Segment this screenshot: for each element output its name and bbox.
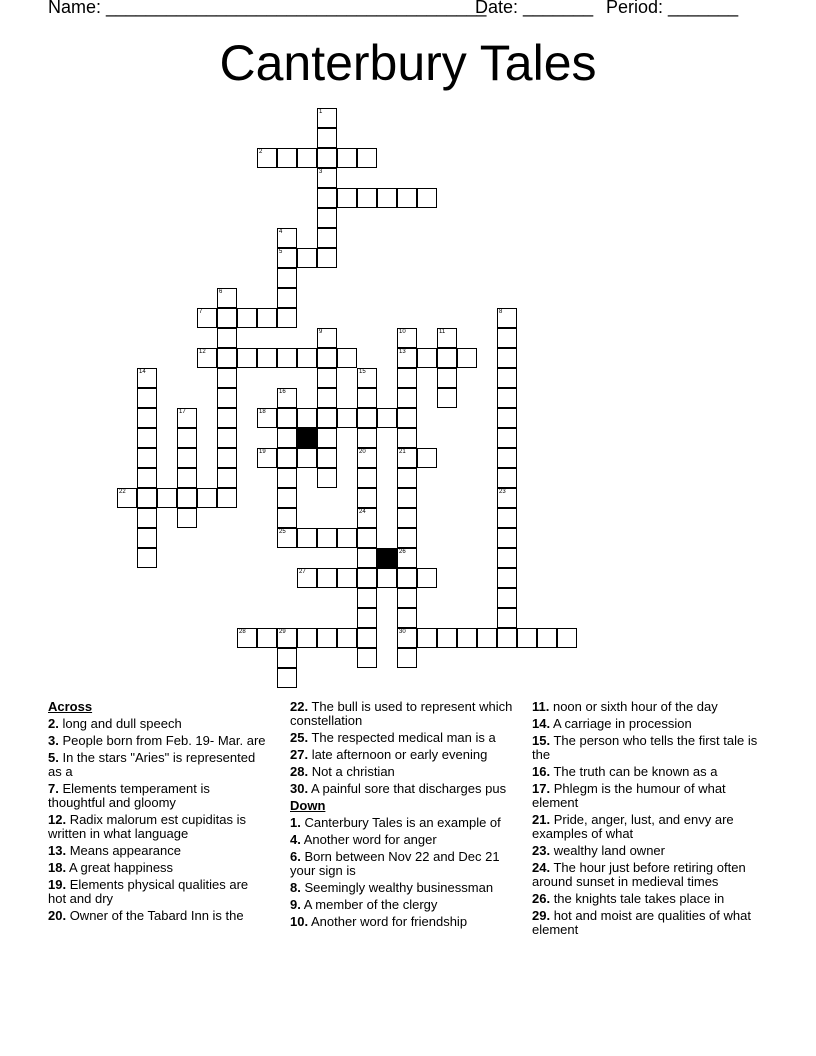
grid-cell[interactable] xyxy=(197,308,217,328)
grid-cell[interactable] xyxy=(317,248,337,268)
clues-column-3 xyxy=(532,700,772,940)
clue-number: 12. xyxy=(48,812,67,827)
clue-item xyxy=(48,734,268,748)
grid-cell[interactable] xyxy=(277,248,297,268)
grid-cell[interactable] xyxy=(277,448,297,468)
clue-item xyxy=(48,782,268,810)
across-heading: Across xyxy=(48,699,93,714)
grid-cell[interactable] xyxy=(397,348,417,368)
cell-number: 18 xyxy=(259,409,266,415)
clue-number: 22. xyxy=(290,699,309,714)
clue-item xyxy=(532,734,772,762)
grid-cell[interactable] xyxy=(177,488,197,508)
grid-cell[interactable] xyxy=(257,408,277,428)
grid-cell[interactable] xyxy=(497,388,517,408)
clue-number: 19. xyxy=(48,877,67,892)
grid-cell[interactable] xyxy=(317,388,337,408)
clue-item xyxy=(48,717,268,731)
grid-cell[interactable] xyxy=(497,568,517,588)
grid-cell[interactable] xyxy=(357,448,377,468)
clue-number: 23. xyxy=(532,843,551,858)
grid-cell[interactable] xyxy=(357,528,377,548)
grid-cell[interactable] xyxy=(497,468,517,488)
cell-number: 16 xyxy=(279,389,286,395)
grid-cell[interactable] xyxy=(317,528,337,548)
cell-number: 11 xyxy=(439,329,446,335)
clues-column-1 xyxy=(48,700,268,926)
clue-text: long and dull speech xyxy=(58,716,182,731)
clue-number: 8. xyxy=(290,880,301,895)
grid-cell[interactable] xyxy=(397,488,417,508)
grid-cell[interactable] xyxy=(497,308,517,328)
grid-cell[interactable] xyxy=(357,568,377,588)
grid-cell[interactable] xyxy=(457,348,477,368)
grid-cell[interactable] xyxy=(377,188,397,208)
clue-number: 14. xyxy=(532,716,551,731)
clue-item xyxy=(290,816,520,830)
grid-cell[interactable] xyxy=(357,508,377,528)
grid-cell[interactable] xyxy=(397,388,417,408)
clue-item xyxy=(48,861,268,875)
grid-cell[interactable] xyxy=(437,388,457,408)
grid-cell[interactable] xyxy=(317,628,337,648)
grid-cell[interactable] xyxy=(137,408,157,428)
clue-item xyxy=(532,892,772,906)
grid-cell[interactable] xyxy=(257,148,277,168)
grid-cell[interactable] xyxy=(477,628,497,648)
clue-item xyxy=(532,765,772,779)
grid-cell[interactable] xyxy=(297,148,317,168)
clue-number: 25. xyxy=(290,730,309,745)
grid-cell[interactable] xyxy=(317,128,337,148)
clue-item xyxy=(290,765,520,779)
grid-cell[interactable] xyxy=(137,488,157,508)
grid-cell[interactable] xyxy=(237,348,257,368)
grid-cell[interactable] xyxy=(277,468,297,488)
clue-item xyxy=(532,844,772,858)
grid-cell[interactable] xyxy=(357,608,377,628)
cell-number: 28 xyxy=(239,629,246,635)
grid-cell[interactable] xyxy=(497,488,517,508)
clue-item xyxy=(48,878,268,906)
cell-number: 21 xyxy=(399,449,406,455)
grid-cell[interactable] xyxy=(337,528,357,548)
grid-cell[interactable] xyxy=(337,628,357,648)
grid-cell[interactable] xyxy=(157,488,177,508)
across-clues-cont xyxy=(290,700,520,796)
cell-number: 13 xyxy=(399,349,406,355)
down-clues xyxy=(290,816,520,929)
clue-text: Born between Nov 22 and Dec 21 your sign is xyxy=(290,849,500,878)
clue-item xyxy=(290,731,520,745)
cell-number: 17 xyxy=(179,409,186,415)
clue-text: A member of the clergy xyxy=(300,897,438,912)
cell-number: 15 xyxy=(359,369,366,375)
clue-number: 28. xyxy=(290,764,309,779)
grid-cell[interactable] xyxy=(317,368,337,388)
clue-text: late afternoon or early evening xyxy=(308,747,488,762)
clue-number: 10. xyxy=(290,914,309,929)
cell-number: 7 xyxy=(199,309,203,315)
grid-cell[interactable] xyxy=(357,388,377,408)
cell-number: 6 xyxy=(219,289,223,295)
grid-cell[interactable] xyxy=(277,308,297,328)
grid-cell[interactable] xyxy=(257,628,277,648)
cell-number: 29 xyxy=(279,629,286,635)
grid-cell[interactable] xyxy=(317,348,337,368)
clue-text: Elements physical qualities are hot and dry xyxy=(48,877,249,906)
clue-number: 2. xyxy=(48,716,59,731)
grid-cell[interactable] xyxy=(397,408,417,428)
grid-cell[interactable] xyxy=(317,408,337,428)
clue-number: 11. xyxy=(532,699,550,714)
grid-cell[interactable] xyxy=(317,428,337,448)
cell-number: 30 xyxy=(399,629,406,635)
grid-cell[interactable] xyxy=(137,388,157,408)
clue-number: 26. xyxy=(532,891,551,906)
grid-cell[interactable] xyxy=(277,148,297,168)
grid-cell[interactable] xyxy=(177,408,197,428)
grid-cell[interactable] xyxy=(397,588,417,608)
clue-text: Another word for friendship xyxy=(308,914,468,929)
grid-cell[interactable] xyxy=(277,628,297,648)
grid-cell[interactable] xyxy=(337,408,357,428)
grid-cell[interactable] xyxy=(217,368,237,388)
grid-cell[interactable] xyxy=(417,568,437,588)
grid-cell[interactable] xyxy=(357,428,377,448)
clue-number: 18. xyxy=(48,860,67,875)
clue-item xyxy=(48,813,268,841)
clue-item xyxy=(290,748,520,762)
grid-cell[interactable] xyxy=(177,508,197,528)
clue-number: 3. xyxy=(48,733,59,748)
grid-cell[interactable] xyxy=(257,448,277,468)
grid-cell[interactable] xyxy=(137,508,157,528)
grid-cell[interactable] xyxy=(437,628,457,648)
grid-cell[interactable] xyxy=(557,628,577,648)
grid-cell[interactable] xyxy=(397,188,417,208)
grid-cell[interactable] xyxy=(417,628,437,648)
grid-cell[interactable] xyxy=(497,408,517,428)
clue-item xyxy=(290,898,520,912)
clue-item xyxy=(290,915,520,929)
grid-cell[interactable] xyxy=(277,488,297,508)
grid-cell[interactable] xyxy=(317,448,337,468)
grid-cell[interactable] xyxy=(357,548,377,568)
grid-cell[interactable] xyxy=(317,188,337,208)
grid-cell[interactable] xyxy=(317,468,337,488)
grid-cell[interactable] xyxy=(217,348,237,368)
grid-cell[interactable] xyxy=(397,528,417,548)
grid-cell[interactable] xyxy=(277,348,297,368)
grid-cell[interactable] xyxy=(297,568,317,588)
grid-cell[interactable] xyxy=(297,528,317,548)
cell-number: 14 xyxy=(139,369,146,375)
grid-cell[interactable] xyxy=(137,548,157,568)
grid-cell[interactable] xyxy=(277,228,297,248)
grid-cell[interactable] xyxy=(497,588,517,608)
grid-cell[interactable] xyxy=(497,528,517,548)
clue-number: 4. xyxy=(290,832,301,847)
clue-text: Pride, anger, lust, and envy are examples of what xyxy=(532,812,734,841)
grid-cell[interactable] xyxy=(317,568,337,588)
grid-cell[interactable] xyxy=(117,488,137,508)
clue-text: The person who tells the first tale is the xyxy=(532,733,758,762)
clue-text: The respected medical man is a xyxy=(308,730,496,745)
grid-cell[interactable] xyxy=(417,348,437,368)
grid-cell[interactable] xyxy=(497,508,517,528)
grid-cell[interactable] xyxy=(337,568,357,588)
grid-cell[interactable] xyxy=(357,408,377,428)
grid-cell[interactable] xyxy=(297,248,317,268)
grid-cell[interactable] xyxy=(437,348,457,368)
grid-cell[interactable] xyxy=(177,468,197,488)
clue-number: 24. xyxy=(532,860,551,875)
grid-cell[interactable] xyxy=(217,488,237,508)
grid-cell[interactable] xyxy=(357,148,377,168)
clue-text: Seemingly wealthy businessman xyxy=(300,880,494,895)
grid-cell[interactable] xyxy=(297,348,317,368)
grid-cell[interactable] xyxy=(317,228,337,248)
grid-cell[interactable] xyxy=(197,348,217,368)
cell-number: 20 xyxy=(359,449,366,455)
grid-cell[interactable] xyxy=(397,548,417,568)
cell-number: 5 xyxy=(279,249,283,255)
clue-item xyxy=(532,909,772,937)
cell-number: 1 xyxy=(319,109,323,115)
grid-cell[interactable] xyxy=(357,488,377,508)
cell-number: 3 xyxy=(319,169,323,175)
clue-number: 21. xyxy=(532,812,551,827)
grid-cell[interactable] xyxy=(277,528,297,548)
grid-cell[interactable] xyxy=(497,628,517,648)
clue-number: 13. xyxy=(48,843,67,858)
grid-cell[interactable] xyxy=(377,568,397,588)
grid-cell[interactable] xyxy=(217,448,237,468)
clue-text: Radix malorum est cupiditas is written in what language xyxy=(48,812,246,841)
grid-cell[interactable] xyxy=(357,368,377,388)
cell-number: 25 xyxy=(279,529,286,535)
clue-item xyxy=(48,909,268,923)
clue-text: Another word for anger xyxy=(300,832,437,847)
clue-text: The hour just before retiring often around sunset in medieval times xyxy=(532,860,746,889)
grid-cell[interactable] xyxy=(497,348,517,368)
grid-cell[interactable] xyxy=(397,468,417,488)
clue-text: hot and moist are qualities of what element xyxy=(532,908,751,937)
grid-cell[interactable] xyxy=(357,648,377,668)
clue-text: Canterbury Tales is an example of xyxy=(300,815,501,830)
grid-cell[interactable] xyxy=(337,188,357,208)
cell-number: 2 xyxy=(259,149,263,155)
grid-cell[interactable] xyxy=(317,328,337,348)
grid-cell[interactable] xyxy=(317,168,337,188)
down-clues-cont xyxy=(532,700,772,937)
clue-item xyxy=(290,881,520,895)
grid-cell[interactable] xyxy=(317,208,337,228)
grid-cell[interactable] xyxy=(397,628,417,648)
grid-cell[interactable] xyxy=(497,368,517,388)
grid-cell[interactable] xyxy=(437,328,457,348)
clue-number: 30. xyxy=(290,781,309,796)
grid-cell[interactable] xyxy=(537,628,557,648)
clue-text: noon or sixth hour of the day xyxy=(549,699,718,714)
clue-number: 7. xyxy=(48,781,59,796)
clue-text: The truth can be known as a xyxy=(550,764,718,779)
cell-number: 12 xyxy=(199,349,206,355)
clue-item xyxy=(290,782,520,796)
grid-cell[interactable] xyxy=(497,548,517,568)
grid-cell[interactable] xyxy=(277,408,297,428)
clues-column-2 xyxy=(290,700,520,932)
grid-cell[interactable] xyxy=(137,528,157,548)
cell-number: 22 xyxy=(119,489,126,495)
grid-cell[interactable] xyxy=(417,448,437,468)
grid-cell[interactable] xyxy=(357,188,377,208)
grid-cell[interactable] xyxy=(397,428,417,448)
grid-cell[interactable] xyxy=(357,588,377,608)
grid-cell[interactable] xyxy=(217,408,237,428)
clue-item xyxy=(532,782,772,810)
grid-cell[interactable] xyxy=(497,428,517,448)
cell-number: 24 xyxy=(359,509,366,515)
down-heading: Down xyxy=(290,798,326,813)
grid-cell[interactable] xyxy=(417,188,437,208)
grid-cell[interactable] xyxy=(257,348,277,368)
cell-number: 27 xyxy=(299,569,306,575)
cell-number: 9 xyxy=(319,329,323,335)
grid-cell[interactable] xyxy=(277,388,297,408)
grid-cell[interactable] xyxy=(277,508,297,528)
clue-text: Not a christian xyxy=(308,764,395,779)
cell-number: 10 xyxy=(399,329,406,335)
grid-cell[interactable] xyxy=(217,288,237,308)
grid-cell[interactable] xyxy=(177,428,197,448)
clue-text: Means appearance xyxy=(66,843,181,858)
clue-item xyxy=(290,850,520,878)
clue-number: 1. xyxy=(290,815,301,830)
grid-cell[interactable] xyxy=(297,628,317,648)
grid-cell[interactable] xyxy=(317,108,337,128)
grid-cell[interactable] xyxy=(497,608,517,628)
clue-item xyxy=(532,717,772,731)
grid-cell[interactable] xyxy=(457,628,477,648)
name-field: Name: ______________________________________ xyxy=(48,0,487,17)
clue-number: 29. xyxy=(532,908,551,923)
grid-cell[interactable] xyxy=(397,648,417,668)
grid-cell[interactable] xyxy=(137,368,157,388)
clue-number: 15. xyxy=(532,733,551,748)
grid-cell[interactable] xyxy=(217,428,237,448)
grid-cell[interactable] xyxy=(357,628,377,648)
clue-text: Elements temperament is thoughtful and gloomy xyxy=(48,781,210,810)
clue-number: 17. xyxy=(532,781,551,796)
clue-number: 16. xyxy=(532,764,551,779)
grid-cell[interactable] xyxy=(277,648,297,668)
grid-cell[interactable] xyxy=(197,488,217,508)
grid-cell[interactable] xyxy=(217,468,237,488)
grid-cell[interactable] xyxy=(137,468,157,488)
grid-cell[interactable] xyxy=(337,348,357,368)
grid-cell[interactable] xyxy=(397,448,417,468)
grid-cell[interactable] xyxy=(517,628,537,648)
clue-text: A great happiness xyxy=(66,860,174,875)
date-field: Date: _______ xyxy=(475,0,594,17)
clue-text: Phlegm is the humour of what element xyxy=(532,781,726,810)
grid-cell[interactable] xyxy=(437,368,457,388)
grid-cell[interactable] xyxy=(297,448,317,468)
grid-cell[interactable] xyxy=(497,448,517,468)
grid-cell[interactable] xyxy=(377,408,397,428)
clue-item xyxy=(532,861,772,889)
grid-cell[interactable] xyxy=(237,308,257,328)
clue-item xyxy=(532,700,772,714)
grid-cell[interactable] xyxy=(397,568,417,588)
clue-text: The bull is used to represent which constellation xyxy=(290,699,513,728)
clue-number: 5. xyxy=(48,750,59,765)
clue-item xyxy=(290,833,520,847)
clue-text: A painful sore that discharges pus xyxy=(308,781,507,796)
cell-number: 8 xyxy=(499,309,503,315)
grid-cell[interactable] xyxy=(277,428,297,448)
grid-cell[interactable] xyxy=(177,448,197,468)
clue-number: 6. xyxy=(290,849,301,864)
black-cell xyxy=(377,548,397,568)
clue-text: wealthy land owner xyxy=(550,843,665,858)
grid-cell[interactable] xyxy=(257,308,277,328)
grid-cell[interactable] xyxy=(297,408,317,428)
grid-cell[interactable] xyxy=(277,668,297,688)
grid-cell[interactable] xyxy=(497,328,517,348)
cell-number: 19 xyxy=(259,449,266,455)
clue-text: A carriage in procession xyxy=(550,716,692,731)
clue-item xyxy=(532,813,772,841)
clue-number: 20. xyxy=(48,908,67,923)
period-field: Period: _______ xyxy=(606,0,739,17)
clue-text: In the stars "Aries" is represented as a xyxy=(48,750,256,779)
grid-cell[interactable] xyxy=(217,328,237,348)
grid-cell[interactable] xyxy=(397,608,417,628)
cell-number: 23 xyxy=(499,489,506,495)
grid-cell[interactable] xyxy=(137,428,157,448)
grid-cell[interactable] xyxy=(217,388,237,408)
clue-text: the knights tale takes place in xyxy=(550,891,725,906)
grid-cell[interactable] xyxy=(337,148,357,168)
grid-cell[interactable] xyxy=(137,448,157,468)
grid-cell[interactable] xyxy=(217,308,237,328)
cell-number: 26 xyxy=(399,549,406,555)
grid-cell[interactable] xyxy=(317,148,337,168)
grid-cell[interactable] xyxy=(397,328,417,348)
clue-number: 9. xyxy=(290,897,301,912)
grid-cell[interactable] xyxy=(237,628,257,648)
clue-text: Owner of the Tabard Inn is the xyxy=(66,908,244,923)
clue-item xyxy=(48,751,268,779)
black-cell xyxy=(297,428,317,448)
cell-number: 4 xyxy=(279,229,283,235)
clue-item xyxy=(48,844,268,858)
across-clues xyxy=(48,717,268,923)
clue-text: People born from Feb. 19- Mar. are xyxy=(58,733,266,748)
grid-cell[interactable] xyxy=(397,368,417,388)
grid-cell[interactable] xyxy=(397,508,417,528)
clue-number: 27. xyxy=(290,747,309,762)
page-title: Canterbury Tales xyxy=(219,35,597,91)
clue-item xyxy=(290,700,520,728)
grid-cell[interactable] xyxy=(277,268,297,288)
grid-cell[interactable] xyxy=(277,288,297,308)
grid-cell[interactable] xyxy=(357,468,377,488)
